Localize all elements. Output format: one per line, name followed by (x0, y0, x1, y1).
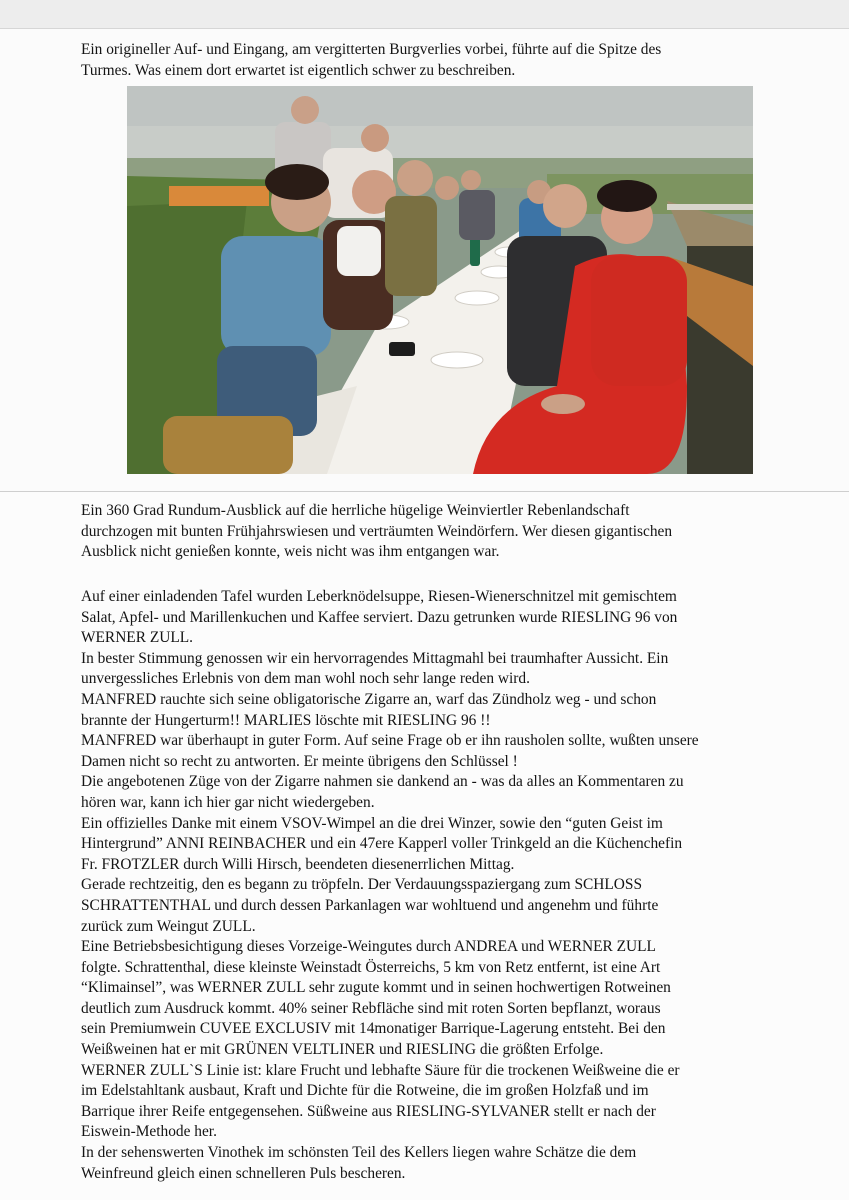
photo-illustration (127, 86, 753, 474)
paragraph-report: Auf einer einladenden Tafel wurden Leberknödelsuppe, Riesen-Wienerschnitzel mit gemischtem Salat, Apfel- und Marillenkuchen und Kaffee serviert. Dazu getrunken wurde RIESLING 96 von WERNER ZULL. In bester Stimmung genossen wir ein hervorragendes Mittagmahl bei traumhafter Aussicht. Ein unvergessliches Erlebnis von dem man wohl noch sehr lange reden wird. MANFRED rauchte sich seine obligatorische Zigarre an, warf das Zündholz weg - und schon brannte der Hungerturm!! MARLIES löschte mit RIESLING 96 !! MANFRED war überhaupt in guter Form. Auf seine Frage ob er ihn rausholen sollte, wußten unsere Damen nicht so recht zu antworten. Er meinte übrigens den Schlüssel ! Die angebotenen Züge von der Zigarre nahmen sie dankend an - was da alles an Kommentaren zu hören war, kann ich hier gar nicht wiedergeben. Ein offizielles Danke mit einem VSOV-Wimpel an die drei Winzer, sowie den “guten Geist im Hintergrund” ANNI REINBACHER und ein 47ere Kapperl voller Trinkgeld an die Küchenchefin Fr. FROTZLER durch Willi Hirsch, beendeten diesenerrlichen Mittag. Gerade rechtzeitig, den es begann zu tröpfeln. Der Verdauungsspaziergang zum SCHLOSS SCHRATTENTHAL und durch dessen Parkanlagen war wohltuend und angenehm und führte zurück zum Weingut ZULL. Eine Betriebsbesichtigung dieses Vorzeige-Weingutes durch ANDREA und WERNER ZULL folgte. Schrattenthal, diese kleinste Weinstadt Österreichs, 5 km von Retz entfernt, ist eine Art “Klimainsel”, was WERNER ZULL sehr zugute kommt und in seinen hochwertigen Rotweinen deutlich zum Ausdruck kommt. 40% seiner Rebfläche sind mit roten Sorten bepflanzt, woraus sein Premiumwein CUVEE EXCLUSIV mit 14monatiger Barrique-Lagerung entsteht. Bei den Weißweinen hat er mit GRÜNEN VELTLINER und RIESLING die größten Erfolge. WERNER ZULL`S Linie ist: klare Frucht und lebhafte Säure für die trockenen Weißweine die er im Edelstahltank ausbaut, Kraft und Dichte für die Rotweine, die im großen Holzfaß und im Barrique ihrer Reife entgegensehen. Süßweine aus RIESLING-SYLVANER stellt er nach der Eiswein-Methode her. In der sehenswerten Vinothek im schönsten Teil des Kellers liegen wahre Schätze die dem Weinfreund gleich einen schnelleren Puls bescheren. (81, 588, 699, 1182)
group-dinner-photo (127, 86, 753, 474)
paragraph-view: Ein 360 Grad Rundum-Ausblick auf die herrliche hügelige Weinviertler Rebenlandschaft durchzogen mit bunten Frühjahrswiesen und verträumten Weindörfern. Wer diesen gigantischen Ausblick nicht genießen konnte, weis nicht was ihm entgangen war. (81, 502, 673, 561)
intro-text: Ein origineller Auf- und Eingang, am vergitterten Burgverlies vorbei, führte auf die Spitze des Turmes. Was einem dort erwartet ist eigentlich schwer zu beschreiben. (81, 41, 662, 79)
